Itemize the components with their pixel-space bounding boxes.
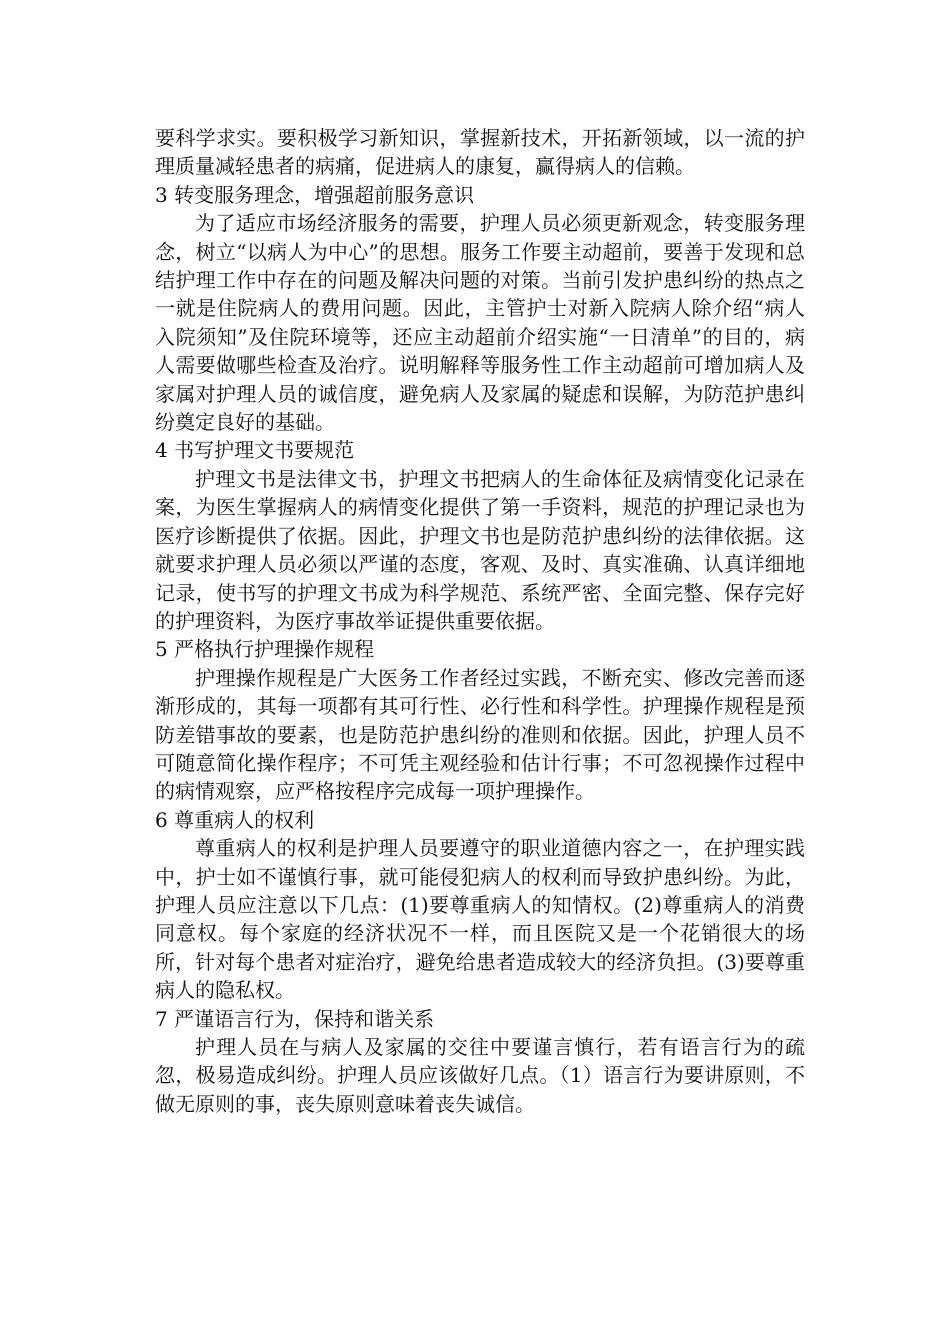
intro-paragraph: 要科学求实。要积极学习新知识，掌握新技术，开拓新领域，以一流的护理质量减轻患者的病痛，促进病人的康复，赢得病人的信赖。 [155,126,805,179]
section-heading: 7 严谨语言行为，保持和谐关系 [155,1006,435,1031]
section-heading: 6 尊重病人的权利 [155,807,315,832]
section-6 [155,806,805,1005]
section-body: 尊重病人的权利是护理人员要遵守的职业道德内容之一，在护理实践中，护士如不谨慎行事，就可能侵犯病人的权利而导致护患纠纷。为此，护理人员应注意以下几点：(1)要尊重病人的知情权。(2)尊重病人的消费同意权。每个家庭的经济状况不一样，而且医院又是一个花销很大的场所，针对每个患者对症治疗，避免给患者造成较大的经济负担。(3)要尊重病人的隐私权。 [155,836,805,1003]
section-body: 护理操作规程是广大医务工作者经过实践，不断充实、修改完善而逐渐形成的，其每一项都有其可行性、必行性和科学性。护理操作规程是预防差错事故的要素，也是防范护患纠纷的准则和依据。因此，护理人员不可随意简化操作程序；不可凭主观经验和估计行事；不可忽视操作过程中的病情观察，应严格按程序完成每一项护理操作。 [155,665,805,804]
document-page [155,124,805,1118]
section-heading: 5 严格执行护理操作规程 [155,637,375,662]
section-body: 护理文书是法律文书，护理文书把病人的生命体征及病情变化记录在案，为医生掌握病人的病情变化提供了第一手资料，规范的护理记录也为医疗诊断提供了依据。因此，护理文书也是防范护患纠纷的法律依据。这就要求护理人员必须以严谨的态度，客观、及时、真实准确、认真详细地记录，使书写的护理文书成为科学规范、系统严密、全面完整、保存完好的护理资料，为医疗事故举证提供重要依据。 [155,466,805,633]
section-body: 为了适应市场经济服务的需要，护理人员必须更新观念，转变服务理念，树立“以病人为中心”的思想。服务工作要主动超前，要善于发现和总结护理工作中存在的问题及解决问题的对策。当前引发护患纠纷的热点之一就是住院病人的费用问题。因此，主管护士对新入院病人除介绍“病人入院须知”及住院环境等，还应主动超前介绍实施“一日清单”的目的，病人需要做哪些检查及治疗。说明解释等服务性工作主动超前可增加病人及家属对护理人员的诚信度，避免病人及家属的疑虑和误解，为防范护患纠纷奠定良好的基础。 [155,211,805,435]
section-heading: 4 书写护理文书要规范 [155,438,355,463]
section-7 [155,1005,805,1119]
section-5 [155,635,805,805]
section-3 [155,181,805,437]
section-heading: 3 转变服务理念，增强超前服务意识 [155,182,475,207]
section-body: 护理人员在与病人及家属的交往中要谨言慎行，若有语言行为的疏忽，极易造成纠纷。护理人员应该做好几点。（1）语言行为要讲原则，不做无原则的事，丧失原则意味着丧失诚信。 [155,1035,805,1116]
section-4 [155,436,805,635]
